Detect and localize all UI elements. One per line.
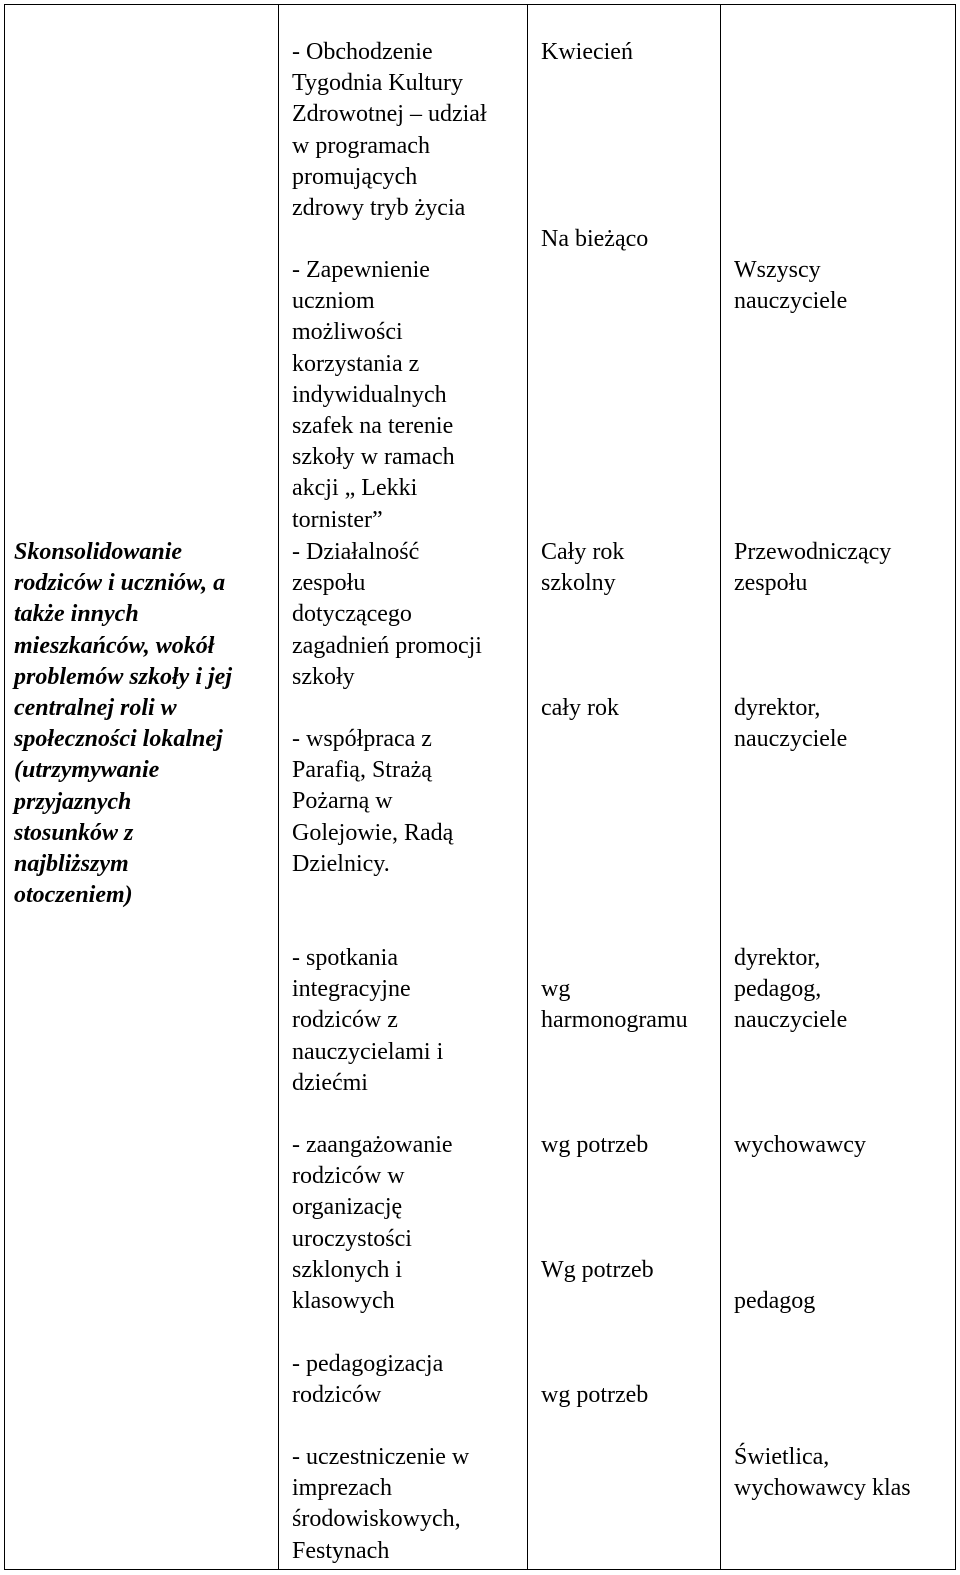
task-item: - spotkania integracyjne rodziców z nauczycielami i dziećmi (292, 945, 444, 1096)
responsible-item: wychowawcy (734, 1132, 866, 1158)
responsible-item: Świetlica, wychowawcy klas (734, 1444, 911, 1502)
responsible-item: dyrektor, pedagog, nauczyciele (734, 945, 848, 1034)
table-border-right (955, 4, 956, 1570)
column-divider-3 (720, 4, 721, 1570)
table-border-left (4, 4, 5, 1570)
task-item: - zaangażowanie rodziców w organizację uroczystości szklonych i klasowych (292, 1132, 453, 1315)
column-divider-2 (527, 4, 528, 1570)
responsible-item: pedagog (734, 1288, 816, 1314)
term-item: Na bieżąco (541, 226, 649, 252)
task-item: - Zapewnienie uczniom możliwości korzystania z indywidualnych szafek na terenie szkoły w ramach akcji „ Lekki tornister” (292, 257, 455, 533)
responsible-item: Wszyscy nauczyciele (734, 257, 848, 315)
goal-cell: Skonsolidowanie rodziców i uczniów, a także innych mieszkańców, wokół problemów szkoły i jej centralnej roli w społeczności lokalnej (utrzymywanie przyjaznych stosunków z najbliższym otoczeniem) (14, 539, 232, 909)
table-border-bottom (4, 1569, 956, 1570)
responsible-item: Przewodniczący zespołu (734, 539, 892, 597)
term-item: Wg potrzeb (541, 1257, 654, 1283)
task-item: - współpraca z Parafią, Strażą Pożarną w Golejowie, Radą Dzielnicy. (292, 726, 454, 877)
term-item: wg potrzeb (541, 1382, 649, 1408)
responsible-item: dyrektor, nauczyciele (734, 695, 848, 753)
table-border-top (4, 4, 956, 5)
task-item: - uczestniczenie w imprezach środowiskowych, Festynach (292, 1444, 470, 1564)
task-item: - Działalność zespołu dotyczącego zagadnień promocji szkoły (292, 539, 482, 690)
task-item: - pedagogizacja rodziców (292, 1351, 444, 1409)
term-item: cały rok (541, 695, 619, 721)
term-item: Cały rok szkolny (541, 539, 625, 597)
term-item: Kwiecień (541, 39, 633, 65)
column-divider-1 (278, 4, 279, 1570)
task-item: - Obchodzenie Tygodnia Kultury Zdrowotnej – udział w programach promujących zdrowy tryb życia (292, 39, 487, 222)
term-item: wg potrzeb (541, 1132, 649, 1158)
term-item: wg harmonogramu (541, 976, 688, 1034)
